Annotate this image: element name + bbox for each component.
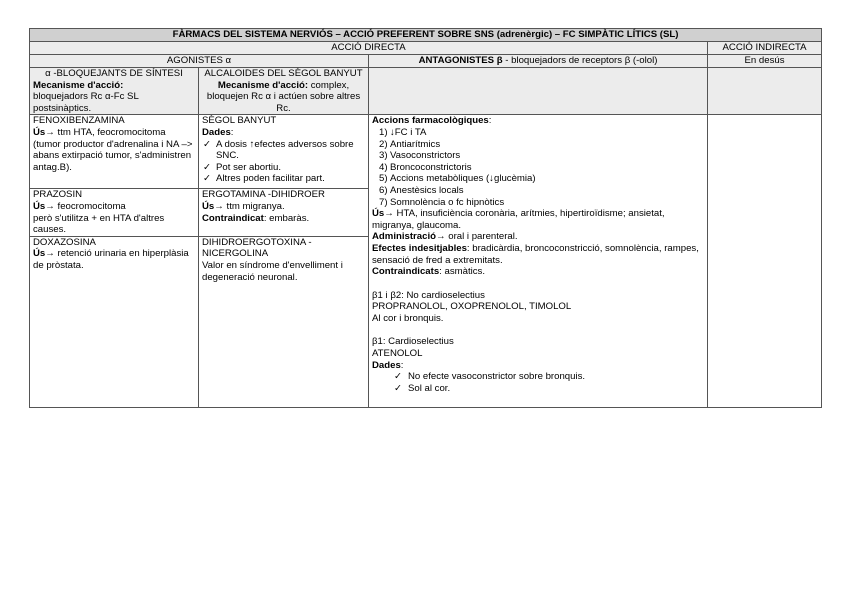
fenoxibenzamina-us: → ttm HTA, feocromocitoma (tumor productor d'adrenalina i NA –> abans extirpació tumor, s'administren antag.B). [33,126,193,173]
fenoxibenzamina-cell [30,115,199,189]
agonistes-label: AGONISTES α [166,55,232,66]
dades-item: ✓ Sol al cor. [372,383,704,395]
alcaloides-title: ALCALOIDES DEL SÈGOL BANYUT [204,68,363,79]
en-desus-cell [708,115,822,407]
bloquejants-mec-label: Mecanisme d'acció: [33,79,124,91]
b12-note: Al cor i bronquis. [372,312,444,324]
dihidro-cell [199,236,369,407]
prazosin-cell [30,189,199,236]
prazosin-us: → feocromocitoma [45,200,126,212]
ergotamina-contra: Contraindicat: embaràs. [202,212,310,224]
b1-dades-label: Dades [372,359,401,371]
alcaloides-mec-label: Mecanisme d'acció: [217,79,309,91]
accio-item: 5) Accions metabòliques (↓glucèmia) [379,173,536,185]
antagonistes-cell: Accions farmacològiques: 1) ↓FC i TA 2) Antiarítmics 3) Vasoconstrictors 4) Broncoconstrictoris 5) Accions metabòliques (↓glucèmia) 6) Anestèsics locals 7) Somnolència o fc hipnòtics Ús→ HTA, insuficiència coronària, arítmies, hipertiroïdisme; ansietat, migranya, glaucoma. Administració→ oral i parenteral. Efectes indesitjables: bradicàrdia, broncoconstricció, somnolència, rampes, sensació de fred a extremitats. Contraindicats: asmàtics. β1 i β2: No cardioselectius PROPRANOLOL, OXOPRENOLOL, TIMOLOL Al cor i bronquis. β1: Cardioselectius ATENOLOL Dades: ✓ No efecte vasoconstrictor sobre bronquis. ✓ Sol al cor. [369,115,708,407]
antag-admin: Administració→ oral i parenteral. [372,231,518,243]
dades-label: Dades [202,126,231,138]
en-desus-header: En desús [708,55,822,68]
antagonistes-header [369,55,708,68]
table-title: FÀRMACS DEL SISTEMA NERVIÓS – ACCIÓ PREFERENT SOBRE SNS (adrenèrgic) – FC SIMPÀTIC LÍTICS (SL) [30,29,822,42]
accio-item: 2) Antiarítmics [379,138,441,150]
us-label: Ús [33,248,46,260]
accio-directa-header: ACCIÓ DIRECTA [30,42,708,55]
b1-drug: ATENOLOL [372,348,423,360]
us-label: Ús [33,200,46,212]
accions-label: Accions farmacològiques [372,115,489,127]
bloquejants-cell [30,68,199,115]
accio-item: 1) ↓FC i TA [379,126,427,138]
empty-cell [369,68,708,115]
dihidro-name: DIHIDROERGOTOXINA - NICERGOLINA [202,236,312,260]
antagonistes-label: ANTAGONISTES β [418,55,503,66]
antag-us: Ús→ HTA, insuficiència coronària, arítmies, hipertiroïdisme; ansietat, migranya, glaucoma. [372,208,665,231]
accio-item: 6) Anestèsics locals [379,184,464,196]
bloquejants-title: α -BLOQUEJANTS DE SÍNTESI [45,68,183,79]
antag-efectes: Efectes indesitjables: bradicàrdia, broncoconstricció, somnolència, rampes, sensació de fred a extremitats. [372,242,699,266]
empty-cell [708,68,822,115]
doxazosina-us: → retenció urinaria en hiperplàsia de pròstata. [33,248,189,271]
alcaloides-mec-text: complex, bloquejen Rc α i actúen sobre altres Rc. [206,79,361,114]
antag-contra: Contraindicats: asmàtics. [372,266,486,278]
bloquejants-mec-text: bloquejadors Rc α-Fc SL postsinàptics. [33,91,139,114]
agonistes-header [30,55,369,68]
antagonistes-desc: - bloquejadors de receptors β (-olol) [502,55,658,66]
accio-indirecta-header: ACCIÓ INDIRECTA [708,42,822,55]
prazosin-name: PRAZOSIN [33,189,83,201]
pharmacology-table [29,28,822,408]
accio-item: 7) Somnolència o fc hipnòtics [379,196,505,208]
b1-title: β1: Cardioselectius [372,336,454,348]
doxazosina-cell [30,236,199,407]
dades-item: ✓ No efecte vasoconstrictor sobre bronquis. [372,371,704,383]
segol-name: SÈGOL BANYUT [202,115,277,127]
segol-item: ✓ A dosis ↑efectes adversos sobre SNC. [202,139,365,162]
accio-item: 4) Broncoconstrictoris [379,161,472,173]
prazosin-extra: però s'utilitza + en HTA d'altres causes. [33,212,165,236]
alcaloides-cell [199,68,369,115]
segol-item: ✓ Altres poden facilitar part. [202,173,365,185]
segol-cell: SÈGOL BANYUT Dades: ✓ A dosis ↑efectes adversos sobre SNC. ✓ Pot ser abortiu. ✓ Altres poden facilitar part. [199,115,369,189]
b12-drugs: PROPRANOLOL, OXOPRENOLOL, TIMOLOL [372,301,572,313]
fenoxibenzamina-name: FENOXIBENZAMINA [33,115,125,127]
ergotamina-us: → ttm migranya. [214,200,285,212]
us-label: Ús [202,200,215,212]
us-label: Ús [33,126,46,138]
b12-title: β1 i β2: No cardioselectius [372,289,485,301]
doxazosina-name: DOXAZOSINA [33,236,96,248]
accio-item: 3) Vasoconstrictors [379,150,461,162]
segol-item: ✓ Pot ser abortiu. [202,162,365,174]
ergotamina-cell [199,189,369,236]
dihidro-text: Valor en síndrome d'envelliment i degeneració neuronal. [202,259,343,283]
ergotamina-name: ERGOTAMINA -DIHIDROER [202,189,325,201]
